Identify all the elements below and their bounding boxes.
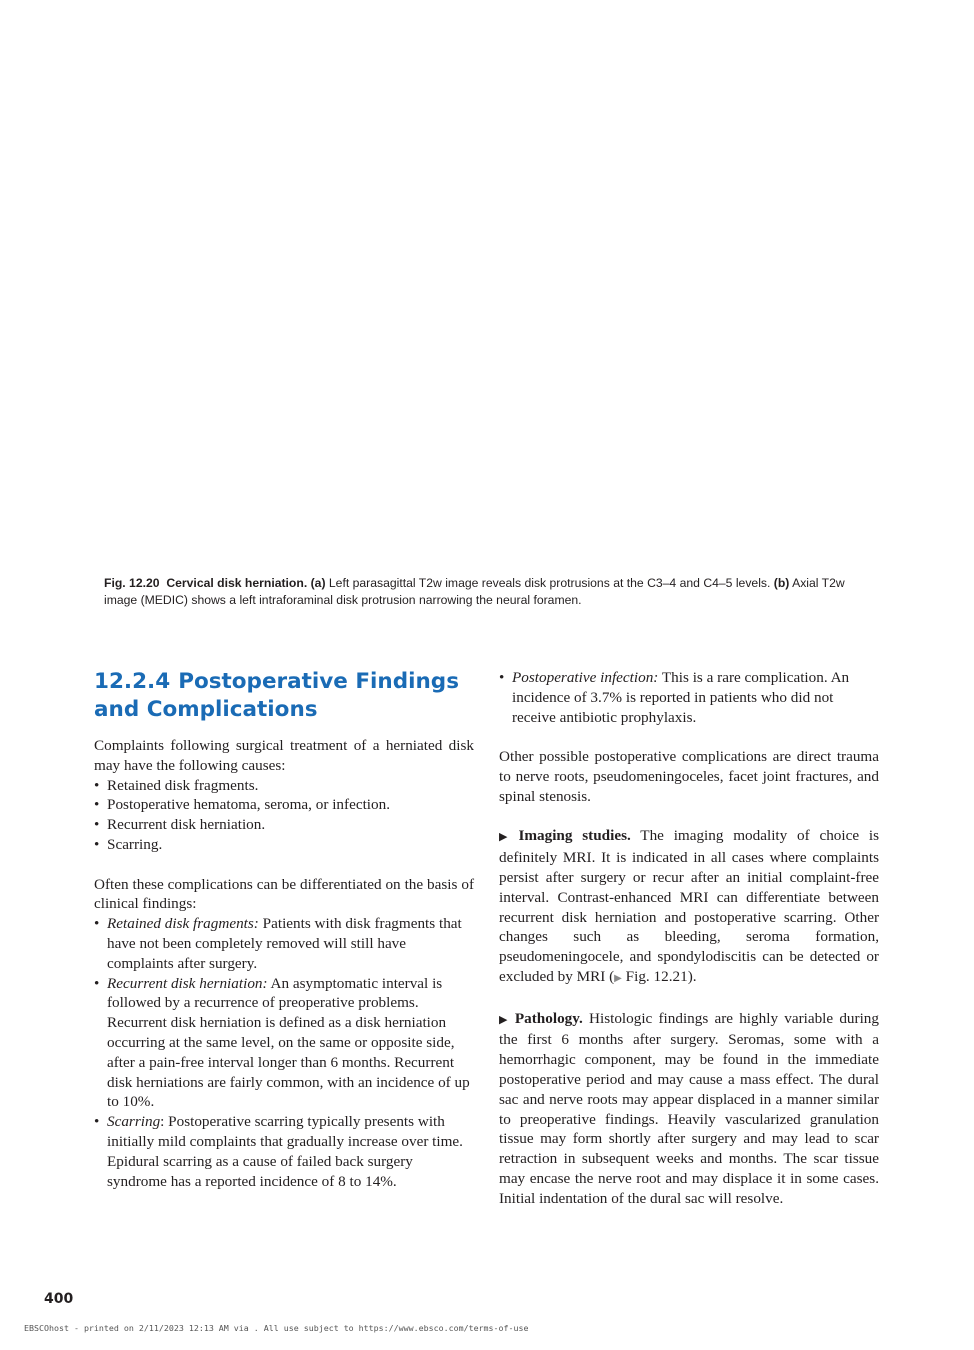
list-item bbox=[94, 1112, 474, 1191]
pathology-text: Histologic findings are highly variable during the first 6 months after surgery. Seromas, some with a hemorrhagic component, may be found in the immediate postoperative period and may cause a mass effect. The dural sac and nerve roots may appear displaced in a manner similar to preoperative findings. Heavily vascularized granulation tissue may form shortly after surgery and may lead to scar retraction in subsequent weeks and months. The scar tissue may encase the nerve root and may displace it in some cases. Initial indentation of the dural sac will resolve. bbox=[499, 1009, 879, 1207]
pathology-heading: Pathology. bbox=[514, 1009, 583, 1027]
other-complications-paragraph: Other possible postoperative complications are direct trauma to nerve roots, pseudomeningoceles, facet joint fractures, and spinal stenosis. bbox=[499, 748, 879, 805]
item-term: Retained disk fragments: bbox=[107, 915, 259, 933]
reference-arrow-icon: ▶ bbox=[614, 972, 622, 984]
figure-caption bbox=[104, 575, 879, 609]
item-text: : Postoperative scarring typically presents with initially mild complaints that gradually increase over time. Epidural scarring as a cause of failed back surgery syndrome has a reported incidence of 8 to 14%. bbox=[107, 1113, 463, 1190]
left-column bbox=[94, 668, 474, 1191]
item-text: An asymptomatic interval is followed by a recurrence of preoperative problems. Recurrent disk herniation is defined as a disk herniation occurring at the same level, on the same or opposite side, after a pain-free interval longer than 6 months. Recurrent disk herniations are fairly common, with an incidence of up to 10%. bbox=[107, 974, 470, 1111]
section-title: Postoperative Findings and Complications bbox=[94, 669, 459, 722]
list-item bbox=[94, 914, 474, 973]
section-heading bbox=[94, 668, 474, 724]
right-column bbox=[499, 668, 879, 1209]
footer-notice: EBSCOhost - printed on 2/11/2023 12:13 AM via . All use subject to https://www.ebsco.com/terms-of-use bbox=[24, 1323, 529, 1333]
triangle-bullet-icon: ▶ bbox=[499, 831, 514, 844]
figure-reference-link[interactable]: Fig. 12.21 bbox=[625, 967, 688, 985]
item-text: Patients with disk fragments that have not been completely removed will still have complaints after surgery. bbox=[107, 915, 462, 972]
list-item: • Postoperative hematoma, seroma, or infection. bbox=[94, 795, 474, 815]
imaging-end: ). bbox=[687, 967, 697, 985]
caption-b-text: Axial T2w image (MEDIC) shows a left intraforaminal disk protrusion narrowing the neural foramen. bbox=[104, 576, 845, 607]
section-number: 12.2.4 bbox=[94, 669, 171, 694]
caption-title: Cervical disk herniation. bbox=[166, 576, 308, 590]
list-item: • Recurrent disk herniation. bbox=[94, 815, 474, 835]
list-item bbox=[499, 668, 879, 727]
intro-paragraph: Complaints following surgical treatment of a herniated disk may have the following causes: bbox=[94, 737, 474, 774]
imaging-paragraph bbox=[499, 826, 879, 988]
list-item bbox=[94, 974, 474, 1113]
figure-image-area bbox=[104, 30, 874, 560]
pathology-paragraph bbox=[499, 1009, 879, 1209]
differentiation-paragraph: Often these complications can be differentiated on the basis of clinical findings: bbox=[94, 875, 474, 913]
page-number: 400 bbox=[44, 1291, 74, 1307]
triangle-bullet-icon: ▶ bbox=[499, 1013, 510, 1026]
imaging-text: The imaging modality of choice is definitely MRI. It is indicated in all cases where complaints persist after surgery or recur after an initial complaint-free interval. Contrast-enhanced MRI can differentiate between recurrent disk herniation and postoperative scarring. Other changes such as bleeding, seroma formation, pseudomeningocele, and spondylodiscitis can be detected or excluded by MRI ( bbox=[499, 827, 879, 985]
imaging-heading: Imaging studies. bbox=[518, 827, 631, 845]
item-term: Recurrent disk herniation: bbox=[107, 974, 268, 992]
item-term: Scarring bbox=[107, 1113, 161, 1131]
list-item: • Scarring. bbox=[94, 835, 474, 855]
caption-b-label: (b) bbox=[773, 576, 790, 590]
caption-label: Fig. 12.20 bbox=[104, 576, 160, 590]
list-item: • Retained disk fragments. bbox=[94, 776, 474, 796]
infection-list bbox=[499, 668, 879, 727]
caption-a-text: Left parasagittal T2w image reveals disk protrusions at the C3–4 and C4–5 levels. bbox=[328, 576, 771, 590]
causes-list bbox=[94, 776, 474, 855]
item-term: Postoperative infection: bbox=[512, 669, 659, 686]
item-text: This is a rare complication. An incidence of 3.7% is reported in patients who did not receive antibiotic prophylaxis. bbox=[512, 669, 850, 726]
complications-list bbox=[94, 914, 474, 1191]
caption-a-label: (a) bbox=[310, 576, 326, 590]
